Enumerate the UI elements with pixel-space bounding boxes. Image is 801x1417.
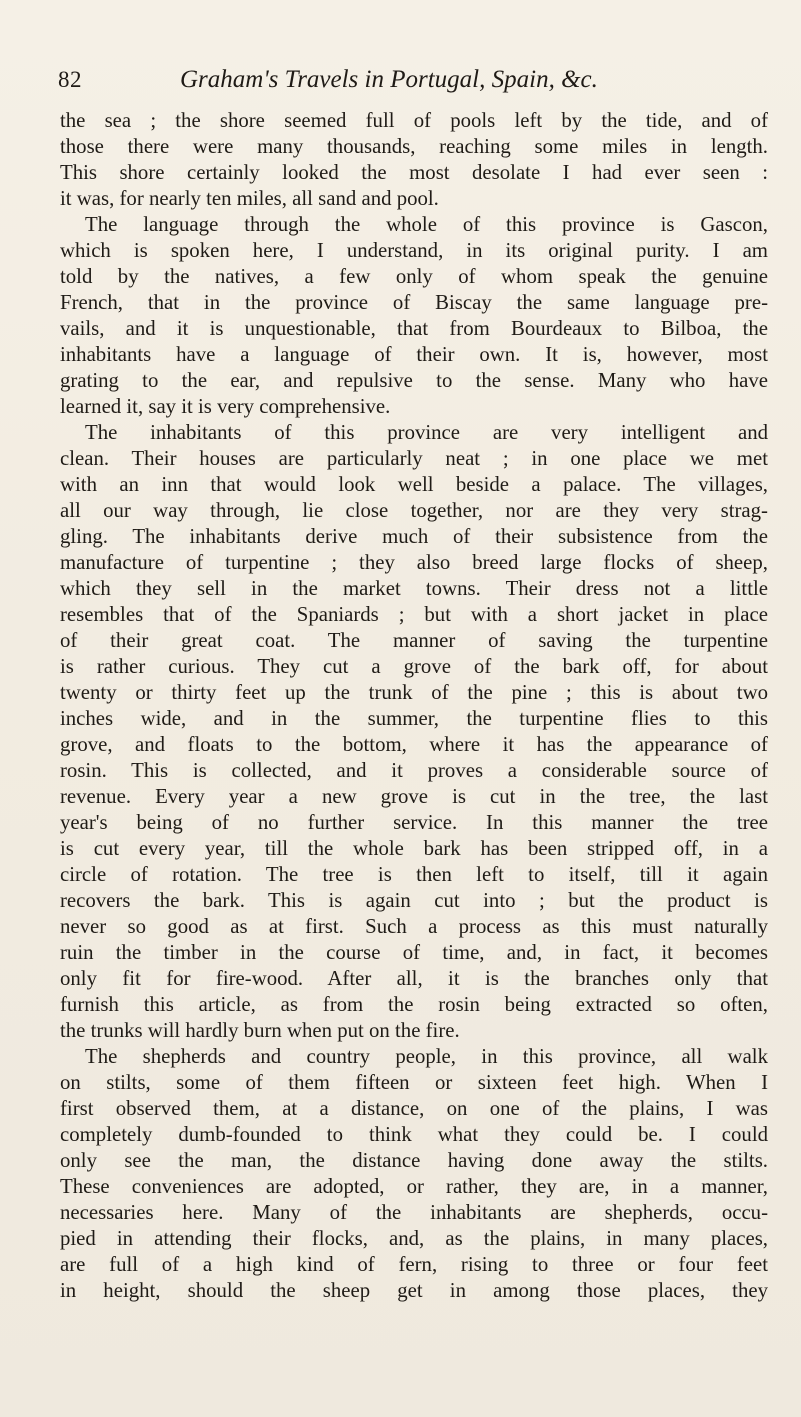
text-line: grating to the ear, and repulsive to the sense. Many who have	[60, 369, 768, 392]
text-line: twenty or thirty feet up the trunk of the pine ; this is about two	[60, 681, 768, 704]
text-line: completely dumb-founded to think what they could be. I could	[60, 1123, 768, 1146]
text-line: year's being of no further service. In this manner the tree	[60, 811, 768, 834]
text-line: first observed them, at a distance, on one of the plains, I was	[60, 1097, 768, 1120]
body-text	[60, 108, 768, 1304]
text-line: in height, should the sheep get in among those places, they	[60, 1279, 768, 1302]
text-line: all our way through, lie close together, nor are they very strag-	[60, 499, 768, 522]
text-line: furnish this article, as from the rosin being extracted so often,	[60, 993, 768, 1016]
text-line: which is spoken here, I understand, in its original purity. I am	[60, 239, 768, 262]
text-line: told by the natives, a few only of whom speak the genuine	[60, 265, 768, 288]
text-line: on stilts, some of them fifteen or sixteen feet high. When I	[60, 1071, 768, 1094]
text-line: inches wide, and in the summer, the turpentine flies to this	[60, 707, 768, 730]
text-line: vails, and it is unquestionable, that from Bourdeaux to Bilboa, the	[60, 317, 768, 340]
text-line: manufacture of turpentine ; they also breed large flocks of sheep,	[60, 551, 768, 574]
text-line: The shepherds and country people, in this province, all walk	[85, 1045, 768, 1068]
text-line: pied in attending their flocks, and, as the plains, in many places,	[60, 1227, 768, 1250]
text-line: learned it, say it is very comprehensive.	[60, 395, 391, 418]
text-line: which they sell in the market towns. Their dress not a little	[60, 577, 768, 600]
page-header	[58, 60, 763, 100]
text-line: never so good as at first. Such a process as this must naturally	[60, 915, 768, 938]
text-line: rosin. This is collected, and it proves a considerable source of	[60, 759, 768, 782]
text-line: the trunks will hardly burn when put on the fire.	[60, 1019, 460, 1042]
text-line: inhabitants have a language of their own. It is, however, most	[60, 343, 768, 366]
text-line: The inhabitants of this province are very intelligent and	[85, 421, 768, 444]
text-line: recovers the bark. This is again cut into ; but the product is	[60, 889, 768, 912]
text-line: revenue. Every year a new grove is cut in the tree, the last	[60, 785, 768, 808]
text-line: resembles that of the Spaniards ; but with a short jacket in place	[60, 603, 768, 626]
text-line: is rather curious. They cut a grove of the bark off, for about	[60, 655, 768, 678]
text-line: This shore certainly looked the most desolate I had ever seen :	[60, 161, 768, 184]
text-line: are full of a high kind of fern, rising to three or four feet	[60, 1253, 768, 1276]
page-number: 82	[58, 67, 82, 92]
text-line: French, that in the province of Biscay the same language pre-	[60, 291, 768, 314]
text-line: gling. The inhabitants derive much of their subsistence from the	[60, 525, 768, 548]
text-line: is cut every year, till the whole bark has been stripped off, in a	[60, 837, 768, 860]
text-line: the sea ; the shore seemed full of pools left by the tide, and of	[60, 109, 768, 132]
text-line: it was, for nearly ten miles, all sand and pool.	[60, 187, 439, 210]
text-line: those there were many thousands, reaching some miles in length.	[60, 135, 768, 158]
text-line: of their great coat. The manner of saving the turpentine	[60, 629, 768, 652]
text-line: ruin the timber in the course of time, and, in fact, it becomes	[60, 941, 768, 964]
running-title: Graham's Travels in Portugal, Spain, &c.	[180, 66, 598, 93]
text-line: only see the man, the distance having done away the stilts.	[60, 1149, 768, 1172]
text-line: These conveniences are adopted, or rather, they are, in a manner,	[60, 1175, 768, 1198]
text-line: The language through the whole of this province is Gascon,	[85, 213, 768, 236]
text-line: circle of rotation. The tree is then left to itself, till it again	[60, 863, 768, 886]
text-line: necessaries here. Many of the inhabitants are shepherds, occu-	[60, 1201, 768, 1224]
text-line: grove, and floats to the bottom, where it has the appearance of	[60, 733, 768, 756]
text-line: with an inn that would look well beside a palace. The villages,	[60, 473, 768, 496]
text-line: only fit for fire-wood. After all, it is the branches only that	[60, 967, 768, 990]
text-line: clean. Their houses are particularly neat ; in one place we met	[60, 447, 768, 470]
